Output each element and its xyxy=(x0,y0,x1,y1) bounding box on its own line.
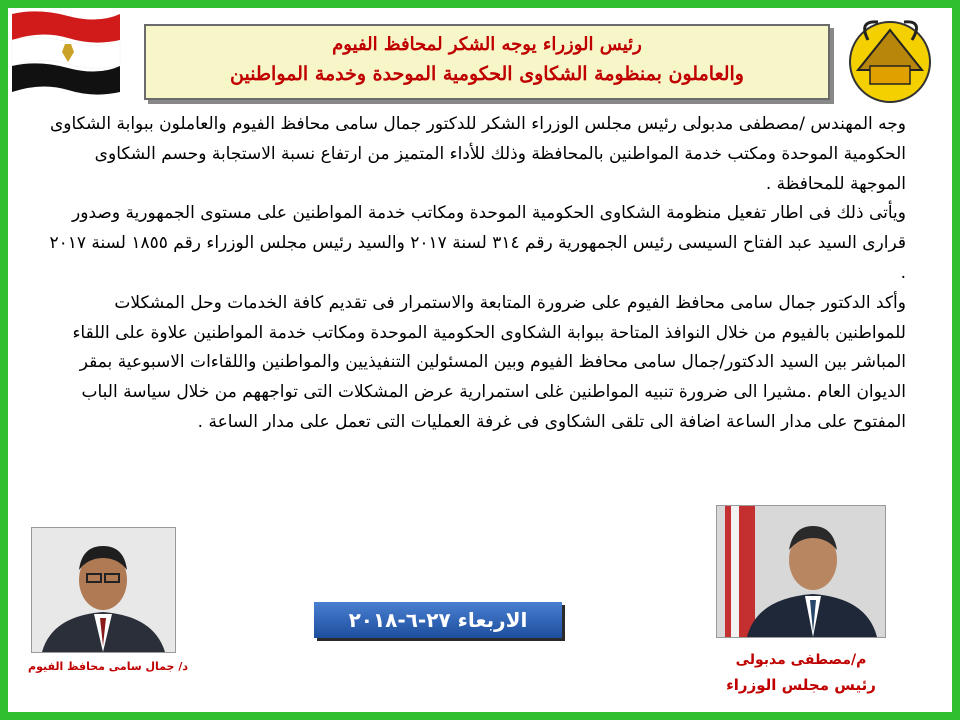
headline-box xyxy=(144,24,830,100)
headline-line-2: والعاملون بمنظومة الشكاوى الحكومية الموحدة وخدمة المواطنين xyxy=(230,63,744,85)
prime-minister-photo xyxy=(716,505,886,638)
prime-minister-title: رئيس مجلس الوزراء xyxy=(726,676,876,694)
headline-line-1: رئيس الوزراء يوجه الشكر لمحافظ الفيوم xyxy=(332,34,642,55)
paragraph: وأكد الدكتور جمال سامى محافظ الفيوم على ضرورة المتابعة والاستمرار فى تقديم كافة الخدمات وحل المشكلات للمواطنين بالفيوم من خلال النوافذ المتاحة ببوابة الشكاوى الحكومية الموحدة ومكاتب خدمة المواطنين علاوة على اللقاء المباشر بين السيد الدكتور/جمال سامى محافظ الفيوم وبين المسئولين التنفيذيين والمواطنين واللقاءات الاسبوعية بمقر الديوان العام .مشيرا الى ضرورة تنبيه المواطنين غلى استمرارية عرض المشكلات التى تواجههم من خلال سياسة الباب المفتوح على مدار الساعة اضافة الى تلقى الشكاوى فى غرفة العمليات التى تعمل على مدار الساعة . xyxy=(72,292,906,432)
governor-photo xyxy=(31,527,176,653)
date-banner: الاربعاء ٢٧-٦-٢٠١٨ xyxy=(314,602,562,638)
paragraph: وجه المهندس /مصطفى مدبولى رئيس مجلس الوزراء الشكر للدكتور جمال سامى محافظ الفيوم والعاملون ببوابة الشكاوى الحكومية الموحدة ومكتب خدمة المواطنين بالمحافظة وذلك للأداء المتميز من ارتفاع نسبة الاستجابة وحسم الشكاوى الموجهة للمحافظة . xyxy=(49,114,906,194)
governor-caption: د/ جمال سامى محافظ الفيوم xyxy=(28,660,188,673)
fayoum-governorate-logo-icon xyxy=(838,10,944,105)
paragraph: ويأتى ذلك فى اطار تفعيل منظومة الشكاوى الحكومية الموحدة ومكاتب خدمة المواطنين على مستوى الجمهورية وصدور قرارى السيد عبد الفتاح السيسى رئيس الجمهورية رقم ٣١٤ لسنة ٢٠١٧ والسيد رئيس مجلس الوزراء رقم ١٨٥٥ لسنة ٢٠١٧ . xyxy=(49,203,906,283)
prime-minister-name: م/مصطفى مدبولى xyxy=(735,652,867,668)
article-body xyxy=(46,110,924,438)
egypt-flag-icon xyxy=(8,6,123,101)
